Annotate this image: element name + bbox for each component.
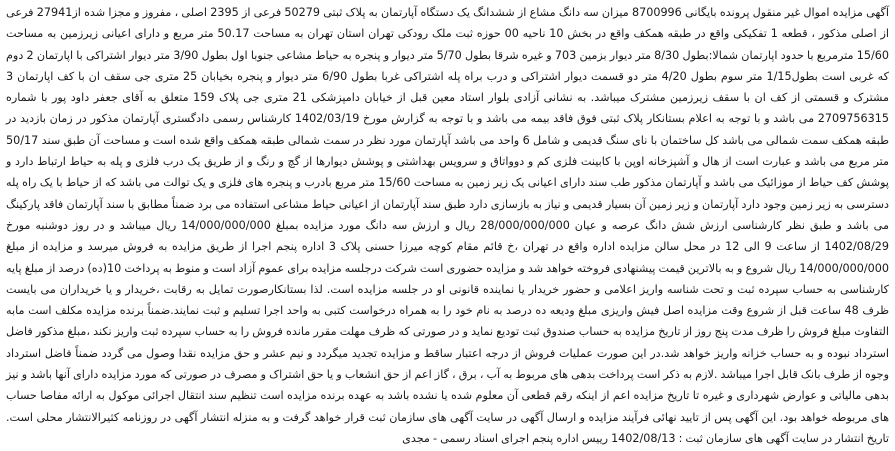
auction-notice-text: آگهی مزایده اموال غیر منقول پرونده بایگانی 8700996 میزان سه دانگ مشاع از ششدانگ یک دستگاه آپارتمان به پلاک ثبتی 50279 فرعی از 2395 اصلی ، مفروز و مجزا شده از27941 فرعی از اصلی مذکور ، قطعه 1 تفکیکی واقع در طبقه همکف واقع در بخش 10 ناحیه 00 حوزه ثبت ملک رودکی تهران استان تهران به مساحت 50.17 متر مربع و دارای اعیانی زیرزمین به مساحت 15/60 مترمربع با حدود اپارتمان شمالا:بطول 8/30 متر دیوار بزمین 703 و غیره شرقا بطول 5/70 متر دیوار و پنجره به حیاط مشاعی جنوبا اول بطول 3/90 متر دیوار اشتراکی با اپارتمان 2 دوم که غربی است بطول1/15 متر سوم بطول 4/20 متر دو قسمت دیوار اشتراکی و درب براه پله اشتراکی غربا بطول 6/90 متر دیوار و پنجره بخیابان 25 متری جی سقف ان با کف اپارتمان 3 مشترک و قسمتی از کف ان با سقف زیرزمین مشترک میباشد. به نشانی آزادی بلوار استاد معین قبل از خیابان دامپزشکی 21 متری جی پلاک 159 متعلق به آقای جعفر داود پور با شماره 2709756315 می باشد و با توجه به اعلام بستانکار پلاک ثبتی فوق فاقد بیمه می باشد و با توجه به گزارش مورخ 1402/03/19 کارشناس رسمی دادگستری آپارتمان مذکور در زمان بازدید در طبقه همکف سمت شمالی می باشد کل ساختمان با نای سنگ قدیمی و شامل 6 واحد می باشد آپارتمان مورد نظر در سمت شمالی طبقه همکف واقع شده است و مساحت آن طبق سند 50/17 متر مربع می باشد و عبارت است از هال و آشپزخانه اوپن با کابینت فلزی کم و دوواتاق و سرویس بهداشتی و پوشش دیوارها از گچ و رنگ و از طریق یک درب فلزی و پله به حیاط ارتباط دارد و پوشش کف حیاط از موزائیک می باشد و آپارتمان مذکور طب سند دارای اعیانی یک زیر زمین به مساحت 15/60 متر مربع بادرب و پنجره های فلزی و یک توالت می باشد که از حیاط با یک راه پله دسترسی به زیر زمین وجود دارد آپارتمان و زیر زمین آن بسیار قدیمی و نیاز به بازسازی دارد طبق سند آپارتمان از اعیانی حیاط مشاعی استفاده می برد ضمناً مطابق با سند آپارتمان فاقد پارکینگ می باشد و طبق نظر کارشناسی ارزش شش دانگ عرصه و عیان 28/000/000/000 ریال و ارزش سه دانگ مورد مزایده بمبلغ 14/000/000/000 ریال میباشد و در روز دوشنبه مورخ 1402/08/29 از ساعت 9 الی 12 در محل سالن مزایده اداره واقع در تهران ،خ قائم مقام کوچه میرزا حسنی پلاک 3 اداره پنجم اجرا از طریق مزایده به فروش میرسد و مزایده از مبلغ 14/000/000/000 ریال شروع و به بالاترین قیمت پیشنهادی فروخته خواهد شد و مزایده حضوری است شرکت درجلسه مزایده برای عموم آزاد است و منوط به پرداخت 10(ده) درصد از مبلغ پایه کارشناسی به حساب سپرده ثبت و تحت شناسه واریز اعلامی و حضور خریدار یا نماینده قانونی او در جلسه مزایده است. لذا بستانکارصورت تمایل به رقابت ،خریدار و یا خریداران می بایست ظرف 48 ساعت قبل از شروع وقت مزایده اصل فیش واریزی مبلغ ودیعه ده درصد به نام خود را به همراه درخواست کتبی به واحد اجرا تسلیم و ثبت نمایند.ضمناً برنده مزایده مکلف است مابه التفاوت مبلغ فروش را ظرف مدت پنج روز از تاریخ مزایده به حساب صندوق ثبت تودیع نماید و در صورتی که ظرف مهلت مقرر مانده فروش را به حساب سپرده ثبت واریز نکند ،مبلغ مذکور فاضل استرداد نبوده و به حساب خزانه واریز خواهد شد.در این صورت عملیات فروش از درجه اعتبار ساقط و مزایده تجدید میگردد و نیم عشر و حق مزایده نقدا وصول می گردد ضمناً فاضل استرداد وجوه از طرف بانک قابل اجرا میباشد .لازم به ذکر است پرداخت بدهی های مربوط به آب ، برق ، گاز اعم از حق انشعاب و یا حق اشتراک و مصرف در صورتی که مورد مزایده دارای آنها باشد و نیز بدهی مالیاتی و عوارض شهرداری و غیره تا تاریخ مزایده اعم از اینکه رقم قطعی آن معلوم شده یا نشده باشد به عهده برنده مزایده است تنظیم سند انتقال اجرائی موکول به ارائه مفاصا حساب های مربوطه خواهد بود. این آگهی پس از تایید نهائی فرآیند مزایده و ارسال آگهی در سایت آگهی های سازمان ثبت قرار خواهد گرفت و به منزله انتشار آگهی در روزنامه کثیرالانتشار محلی است. تاریخ انتشار در سایت آگهی های سازمان ثبت : 1402/08/13 رییس اداره پنجم اجرای اسناد رسمی - مجدی — [6, 6, 890, 445]
